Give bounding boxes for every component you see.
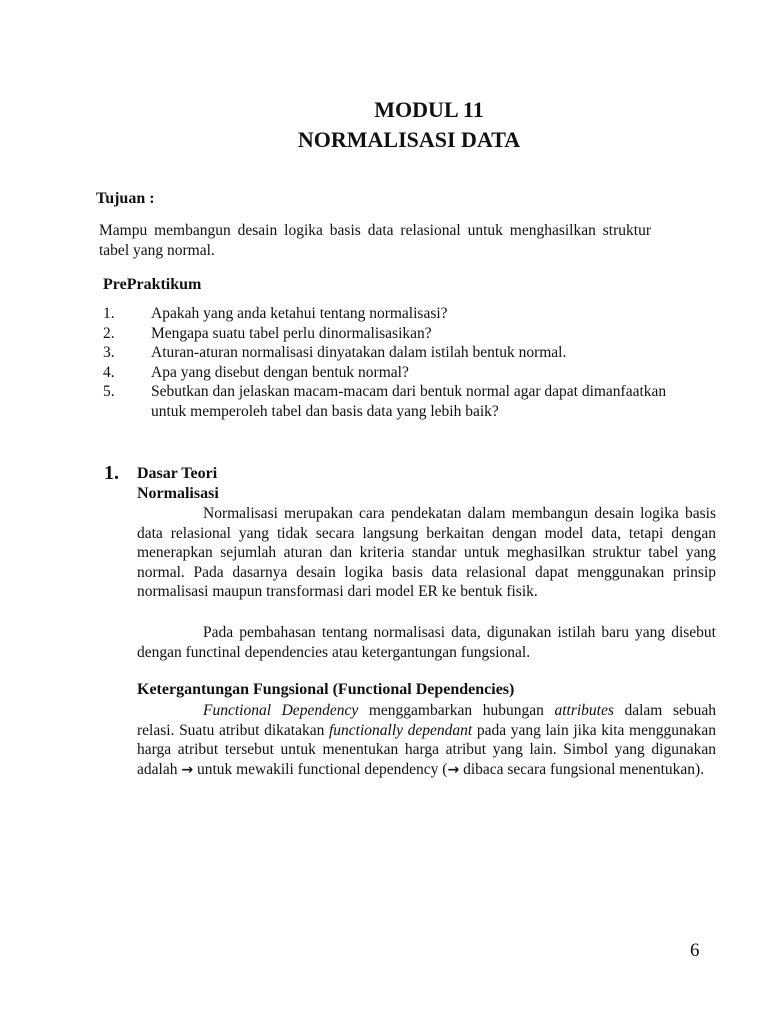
tujuan-text: Mampu membangun desain logika basis data relasional untuk menghasilkan struktur tabel yang normal.	[99, 222, 651, 259]
fd-text: untuk mewakili functional dependency (	[193, 760, 448, 778]
list-item	[103, 324, 683, 344]
fd-text: pada yang lain jika kita menggunakan harga atribut tersebut untuk menentukan harga atribut yang lain. Simbol yang digunakan adalah	[137, 721, 717, 778]
fd-text: menggambarkan hubungan	[358, 702, 555, 719]
fd-attributes: attributes	[554, 702, 614, 719]
fd-heading: Ketergantungan Fungsional (Functional Dependencies)	[137, 681, 515, 698]
prepraktikum-heading: PrePraktikum	[103, 276, 202, 293]
module-number: MODUL 11	[374, 97, 484, 122]
list-number: 5.	[103, 383, 115, 400]
section-title: Dasar Teori	[137, 465, 218, 482]
list-text: Apakah yang anda ketahui tentang normalisasi?	[151, 305, 448, 322]
list-number: 4.	[103, 363, 115, 381]
list-text: Mengapa suatu tabel perlu dinormalisasikan?	[151, 324, 432, 342]
fd-text: dibaca secara fungsional menentukan).	[459, 760, 705, 778]
list-number: 2.	[103, 324, 115, 342]
normalisasi-paragraph-2: Pada pembahasan tentang normalisasi data, digunakan istilah baru yang disebut dengan functinal dependencies atau ketergantungan fungsional.	[137, 624, 716, 661]
list-text: Apa yang disebut dengan bentuk normal?	[151, 363, 409, 381]
section-subtitle: Normalisasi	[137, 485, 219, 502]
list-item	[103, 363, 683, 383]
fd-term: Functional Dependency	[203, 702, 359, 719]
module-title	[0, 95, 768, 155]
fd-paragraph	[137, 701, 716, 780]
tujuan-heading: Tujuan :	[96, 190, 155, 207]
fd-text: dalam sebuah relasi. Suatu atribut dikatakan	[137, 702, 716, 739]
fd-dependant: functionally dependant	[328, 721, 473, 739]
list-text: Aturan-aturan normalisasi dinyatakan dalam istilah bentuk normal.	[151, 344, 567, 361]
list-item	[103, 304, 683, 324]
list-item	[103, 382, 683, 421]
prepraktikum-list	[103, 304, 683, 421]
list-text: Sebutkan dan jelaskan macam-macam dari bentuk normal agar dapat dimanfaatkan untuk memperoleh tabel dan basis data yang lebih baik?	[151, 383, 667, 420]
list-item	[103, 343, 683, 363]
module-name: NORMALISASI DATA	[297, 127, 521, 152]
arrow-right-icon: →	[447, 761, 460, 778]
section-number: 1.	[104, 462, 119, 484]
page-number: 6	[690, 940, 700, 961]
arrow-right-icon: →	[181, 761, 194, 778]
normalisasi-paragraph-1: Normalisasi merupakan cara pendekatan dalam membangun desain logika basis data relasional yang tidak secara langsung berkaitan dengan model data, tetapi dengan menerapkan sejumlah aturan dan kriteria standar untuk meghasilkan struktur tabel yang normal. Pada dasarnya desain logika basis data relasional dapat menggunakan prinsip normalisasi maupun transformasi dari model ER ke bentuk fisik.	[137, 505, 716, 600]
list-number: 1.	[103, 305, 115, 322]
list-number: 3.	[103, 344, 115, 361]
